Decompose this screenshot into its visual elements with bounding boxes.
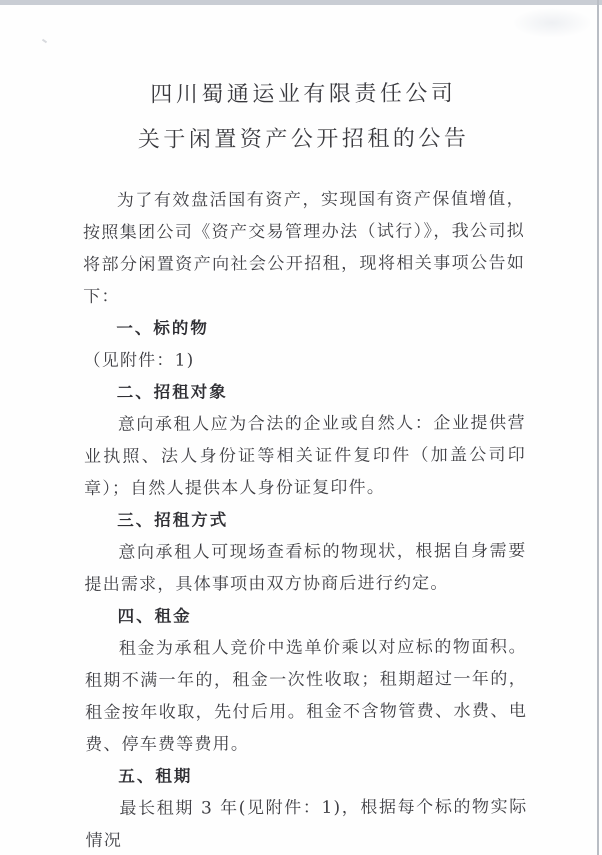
document-title [82, 71, 524, 163]
document-body [82, 71, 527, 855]
scan-edge-top [0, 0, 602, 5]
section-2-body: 意向承租人应为合法的企业或自然人：企业提供营业执照、法人身份证等相关证件复印件（加盖公司印章）；自然人提供本人身份证复印件。 [83, 413, 527, 499]
section-3-heading: 三、招租方式 [117, 510, 229, 530]
section-4-body: 租金为承租人竞价中选单价乘以对应标的物面积。租期不满一年的，租金一次性收取；租期超过一年的，租金按年收取，先付后用。租金不含物管费、水费、电费、停车费等费用。 [84, 637, 528, 755]
scan-shadow [512, 8, 592, 38]
section-5-body: 最长租期 3 年(见附件：1)，根据每个标的物实际情况 [85, 797, 528, 851]
section-4-heading: 四、租金 [117, 606, 192, 626]
section-2-heading: 二、招租对象 [116, 382, 228, 402]
scan-edge-right [597, 0, 599, 855]
section-1-heading: 一、标的物 [116, 318, 209, 338]
document-title-line1: 四川蜀通运业有限责任公司 [150, 81, 457, 108]
section-5-heading: 五、租期 [118, 766, 193, 786]
document-title-line2: 关于闲置资产公开招租的公告 [137, 126, 470, 153]
section-3-body: 意向承租人可现场查看标的物现状，根据自身需要提出需求，具体事项由双方协商后进行约定。 [84, 541, 527, 595]
intro-paragraph: 为了有效盘活国有资产，实现国有资产保值增值，按照集团公司《资产交易管理办法（试行）》，我公司拟将部分闲置资产向社会公开招租，现将相关事项公告如下： [82, 189, 526, 307]
section-1-body: （见附件：1) [83, 350, 195, 371]
scan-speck [42, 39, 47, 44]
